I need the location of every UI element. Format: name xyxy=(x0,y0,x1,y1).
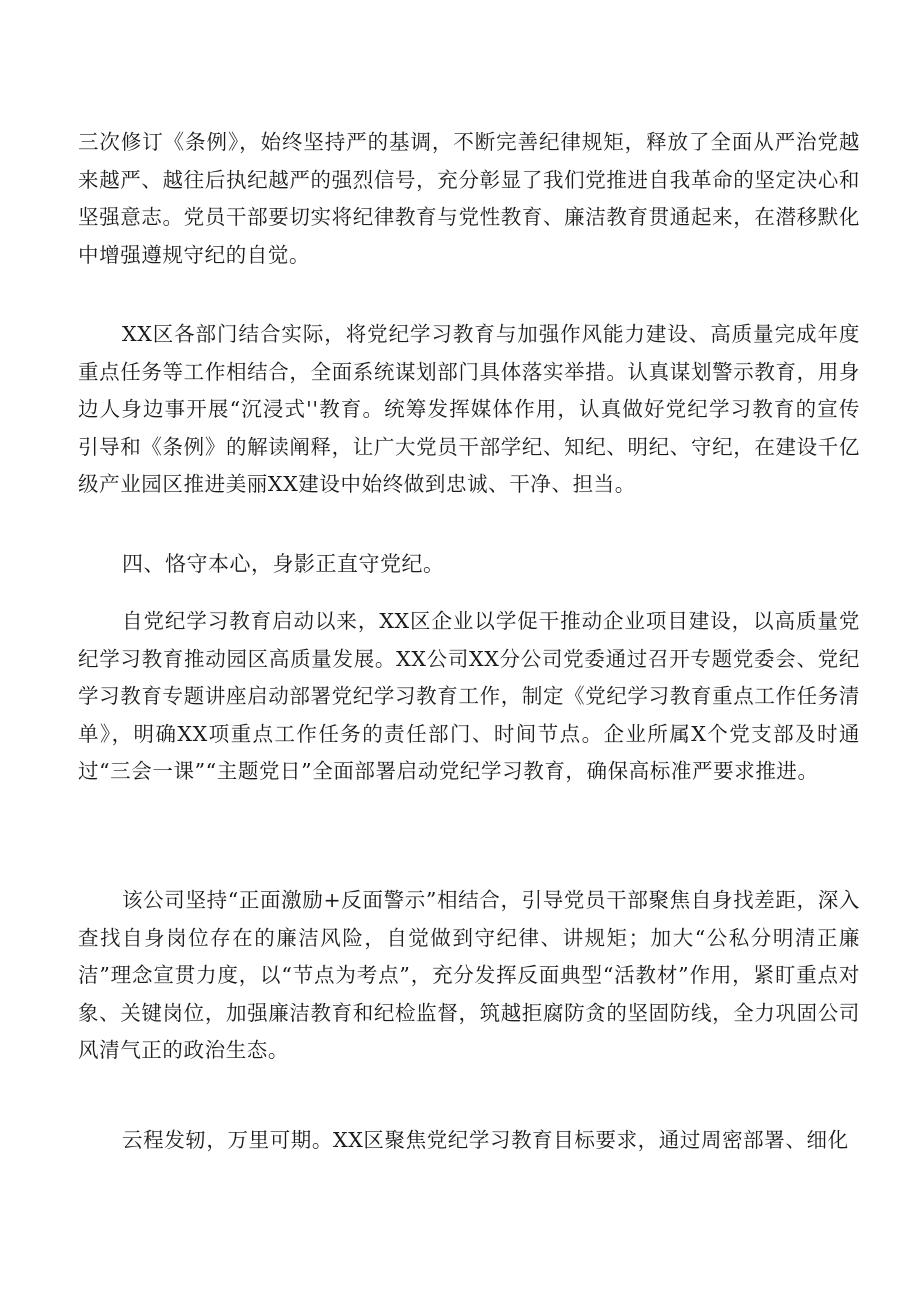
paragraph-continued: 三次修订《条例》，始终坚持严的基调，不断完善纪律规矩，释放了全面从严治党越来越严、越往后执纪越严的强烈信号，充分彰显了我们党推进自我革命的坚定决心和坚强意志。党员干部要切实将纪律教育与党性教育、廉洁教育贯通起来，在潜移默化中增强遵规守纪的自觉。 xyxy=(78,130,860,267)
paragraph-closing: 云程发轫，万里可期。XX区聚焦党纪学习教育目标要求，通过周密部署、细化 xyxy=(122,1128,849,1152)
section-heading: 四、恪守本心，身影正直守党纪。 xyxy=(122,552,445,576)
paragraph-departments: XX区各部门结合实际，将党纪学习教育与加强作风能力建设、高质量完成年度重点任务等工作相结合，全面系统谋划部门具体落实举措。认真谋划警示教育，用身边人身边事开展“沉浸式''教育。统筹发挥媒体作用，认真做好党纪学习教育的宣传引导和《条例》的解读阐释，让广大党员干部学纪、知纪、明纪、守纪，在建设千亿级产业园区推进美丽XX建设中始终做到忠诚、干净、担当。 xyxy=(78,322,860,496)
paragraph-company: 该公司坚持“正面激励+反面警示”相结合，引导党员干部聚焦自身找差距，深入查找自身岗位存在的廉洁风险，自觉做到守纪律、讲规矩；加大“公私分明清正廉洁”理念宣贯力度，以“节点为考点”，充分发挥反面典型“活教材”作用，紧盯重点对象、关键岗位，加强廉洁教育和纪检监督，筑越拒腐防贪的坚固防线，全力巩固公司风清气正的政治生态。 xyxy=(78,888,860,1062)
paragraph-enterprise: 自党纪学习教育启动以来，XX区企业以学促干推动企业项目建设，以高质量党纪学习教育推动园区高质量发展。XX公司XX分公司党委通过召开专题党委会、党纪学习教育专题讲座启动部署党纪学习教育工作，制定《党纪学习教育重点工作任务清单》，明确XX项重点工作任务的责任部门、时间节点。企业所属X个党支部及时通过“三会一课”“主题党日”全面部署启动党纪学习教育，确保高标准严要求推进。 xyxy=(78,609,860,783)
